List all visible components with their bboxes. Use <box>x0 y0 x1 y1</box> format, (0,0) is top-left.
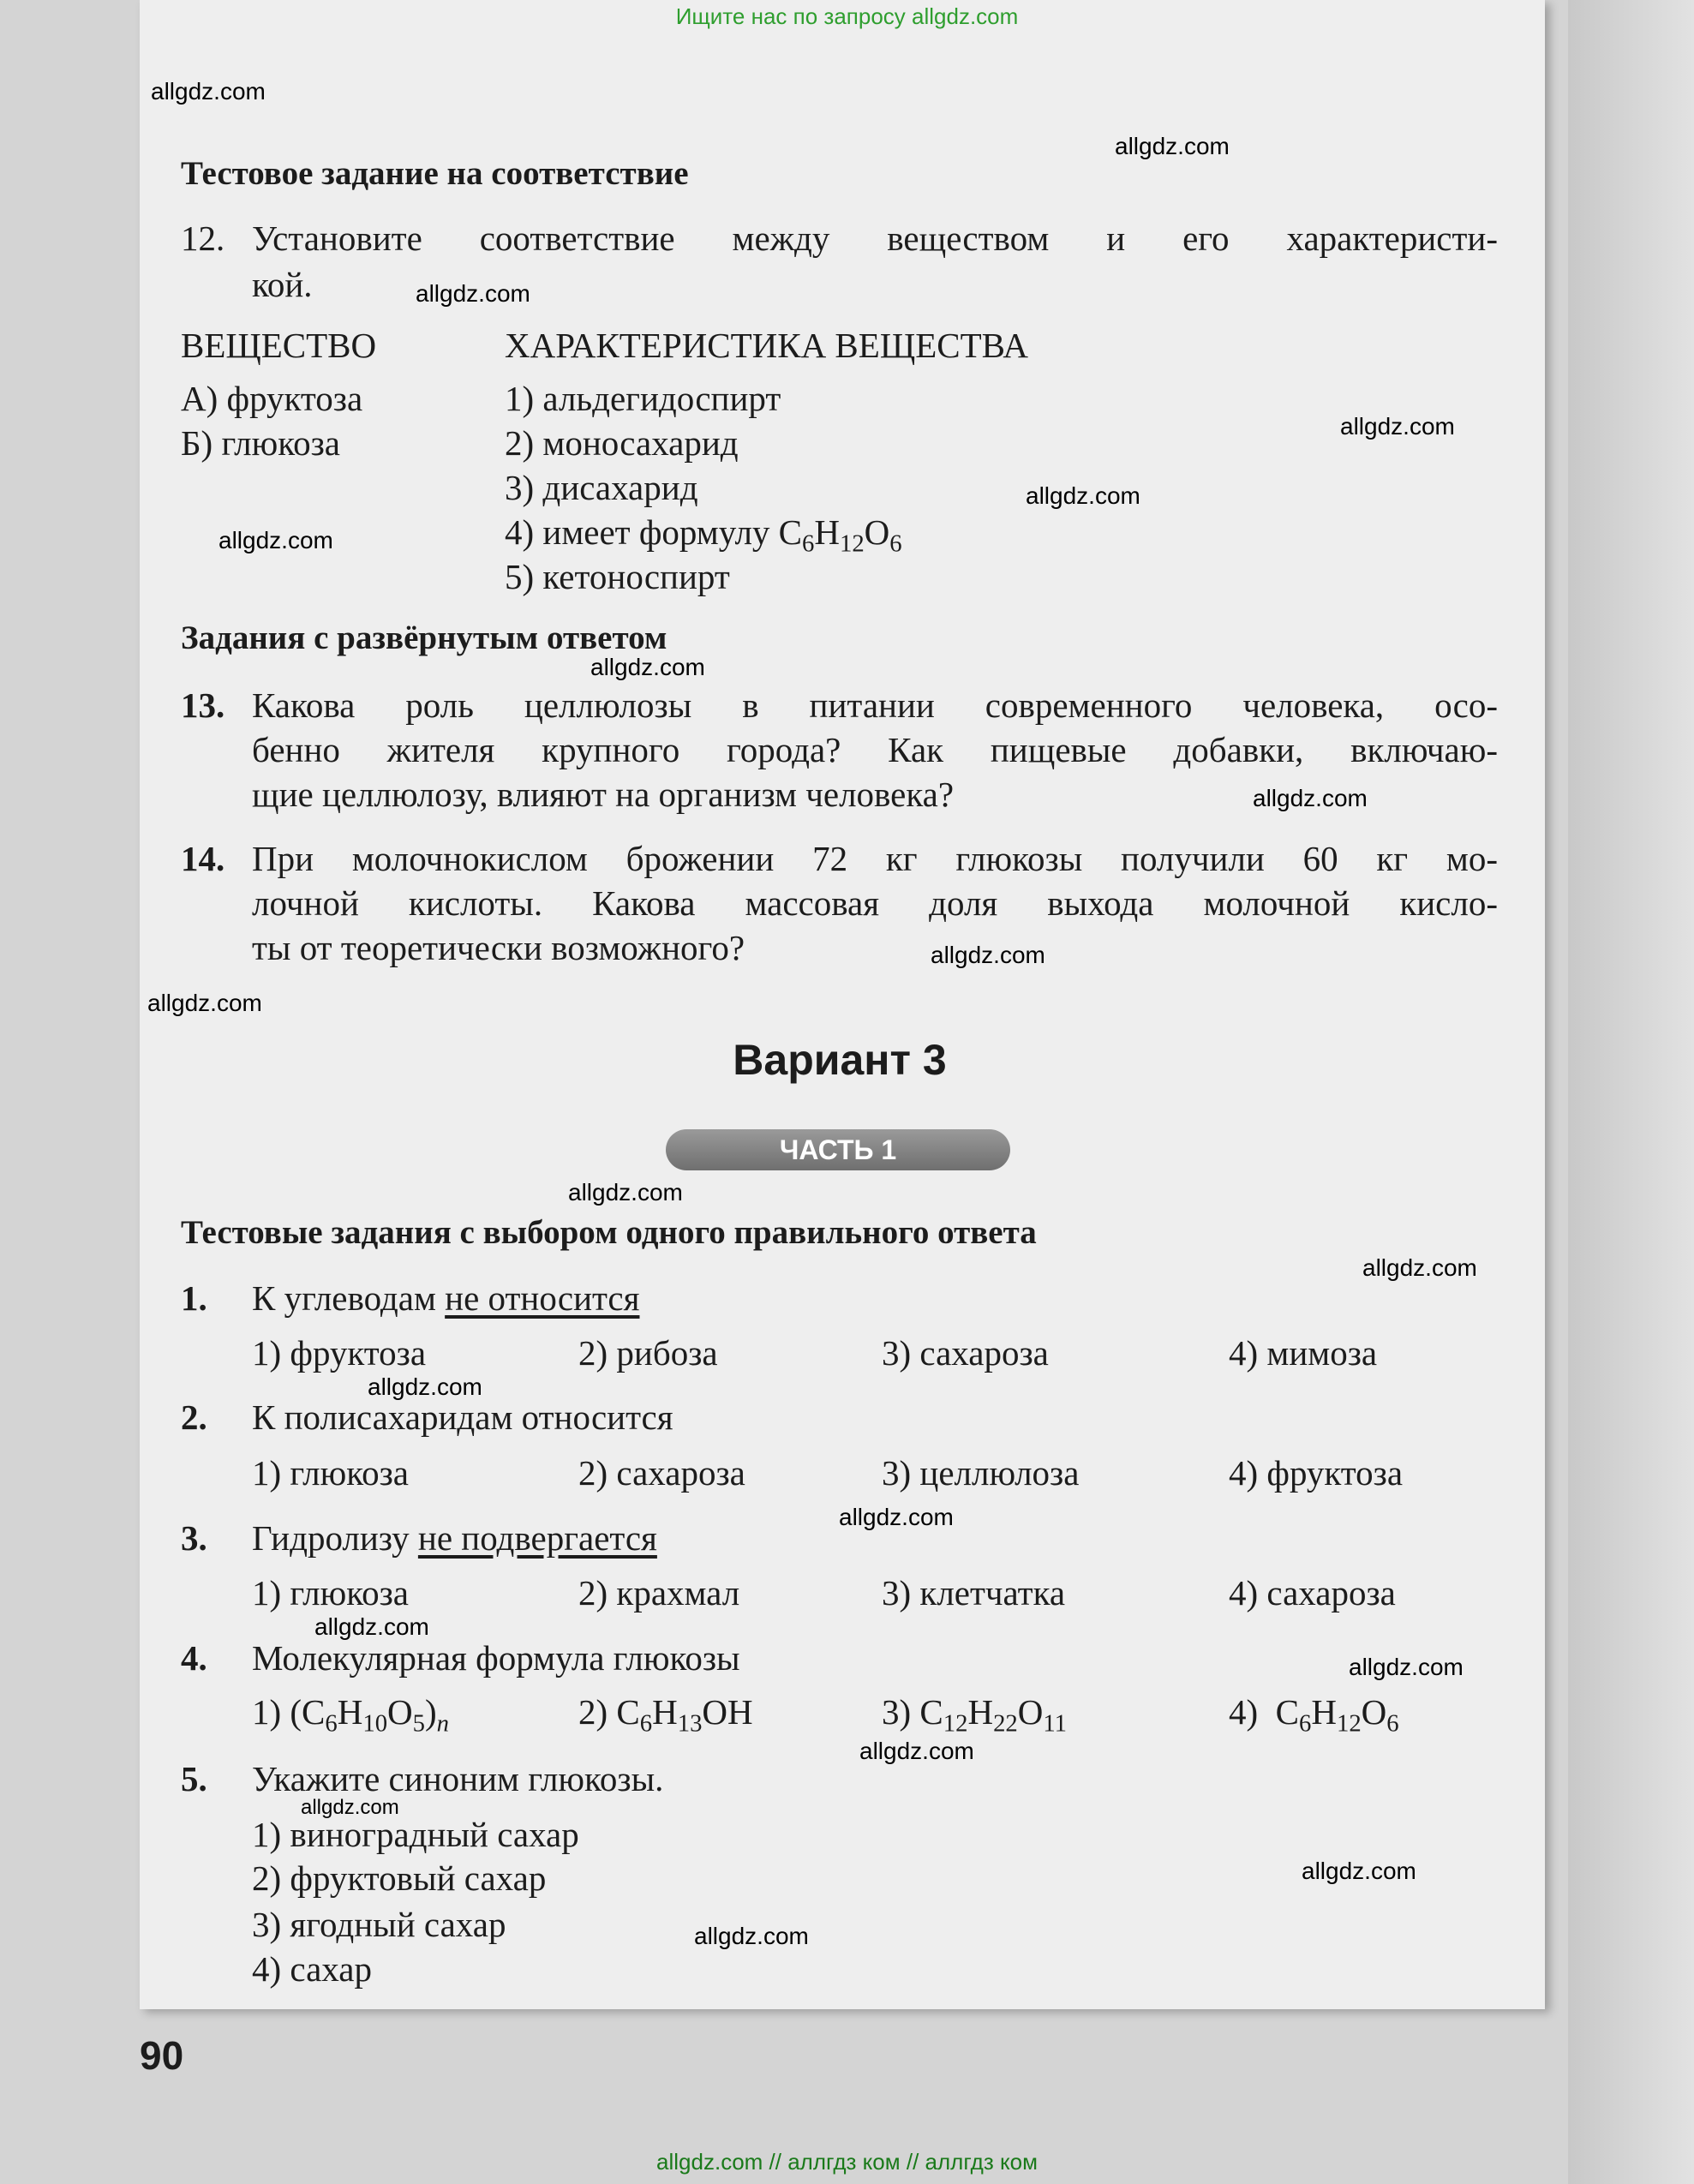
question-number: 13. <box>181 685 225 725</box>
formula <box>1275 1692 1399 1738</box>
formula <box>290 1692 449 1738</box>
option-label: 3) <box>882 1692 920 1732</box>
option: 4) сахароза <box>1229 1573 1396 1613</box>
question-text: К полисахаридам относится <box>252 1397 673 1437</box>
question-number: 14. <box>181 839 225 878</box>
part-badge: ЧАСТЬ 1 <box>666 1129 1010 1170</box>
top-banner: Ищите нас по запросу allgdz.com <box>675 3 1019 29</box>
formula-subscript: 22 <box>993 1709 1018 1738</box>
watermark: allgdz.com <box>1349 1654 1464 1680</box>
underlined-text: не относится <box>445 1278 640 1318</box>
formula-symbol: C <box>778 512 803 552</box>
formula-symbol: ) <box>425 1692 437 1732</box>
question-number: 3. <box>181 1518 207 1558</box>
question-text-part: Гидролизу <box>252 1518 418 1558</box>
question-text: Молекулярная формула глюкозы <box>252 1638 740 1678</box>
section-heading-matching: Тестовое задание на соответствие <box>181 155 689 192</box>
question-number: 4. <box>181 1638 207 1678</box>
question-number: 12. <box>181 218 225 258</box>
formula-subscript: 12 <box>839 530 865 558</box>
option: 2) сахароза <box>578 1453 745 1493</box>
option <box>578 1691 753 1738</box>
formula-subscript: 6 <box>802 530 815 558</box>
question-text: бенно жителя крупного города? Как пищевые добавки, включаю- <box>252 730 1498 769</box>
formula-symbol: H <box>1311 1692 1337 1732</box>
formula-subscript: 10 <box>362 1709 388 1738</box>
watermark: allgdz.com <box>839 1504 954 1530</box>
substance-item: Б) глюкоза <box>181 423 341 463</box>
underlined-text: не подвергается <box>417 1518 657 1558</box>
option: 3) сахароза <box>882 1333 1049 1373</box>
formula-subscript: 6 <box>889 530 902 558</box>
question-text: кой. <box>252 265 313 304</box>
formula-symbol: O <box>1361 1692 1387 1732</box>
question-text <box>252 1517 657 1559</box>
question-text-part: К углеводам <box>252 1278 446 1318</box>
section-heading-choice: Тестовые задания с выбором одного правильного ответа <box>181 1214 1037 1251</box>
formula-subscript: 12 <box>943 1709 968 1738</box>
formula-symbol: C <box>1275 1692 1300 1732</box>
formula-symbol: O <box>387 1692 413 1732</box>
formula-symbol: (C <box>290 1692 326 1732</box>
option: 2) фруктовый сахар <box>252 1858 547 1898</box>
section-heading-extended: Задания с развёрнутым ответом <box>181 619 667 656</box>
formula-symbol: O <box>1017 1692 1044 1732</box>
formula-symbol: C <box>919 1692 943 1732</box>
page-edge <box>1568 0 1694 2184</box>
characteristic-item: 5) кетоноспирт <box>505 557 730 596</box>
characteristic-label: 4) имеет формулу <box>505 512 779 552</box>
watermark: allgdz.com <box>151 78 266 105</box>
watermark: allgdz.com <box>147 990 262 1016</box>
watermark: allgdz.com <box>1362 1254 1477 1281</box>
watermark: allgdz.com <box>1026 482 1140 509</box>
characteristic-item <box>505 512 902 558</box>
watermark: allgdz.com <box>931 942 1045 968</box>
option: 4) фруктоза <box>1229 1453 1404 1493</box>
option: 1) глюкоза <box>252 1453 409 1493</box>
bottom-banner: allgdz.com // аллгдз ком // аллгдз ком <box>656 2149 1038 2175</box>
formula-subscript: 13 <box>677 1709 703 1738</box>
option: 3) целлюлоза <box>882 1453 1080 1493</box>
formula-subscript: 6 <box>325 1709 338 1738</box>
option: 4) мимоза <box>1229 1333 1378 1373</box>
formula-symbol: O <box>864 512 890 552</box>
question-text: щие целлюлозу, влияют на организм человека? <box>252 775 955 814</box>
formula <box>919 1692 1067 1738</box>
option-label: 1) <box>252 1692 290 1732</box>
option <box>1229 1691 1399 1738</box>
watermark: allgdz.com <box>568 1179 683 1206</box>
watermark: allgdz.com <box>1302 1858 1416 1884</box>
column-header-characteristic: ХАРАКТЕРИСТИКА ВЕЩЕСТВА <box>505 326 1028 365</box>
option <box>882 1691 1067 1738</box>
watermark: allgdz.com <box>218 527 333 553</box>
option: 2) крахмал <box>578 1573 740 1613</box>
option <box>252 1691 449 1744</box>
watermark: allgdz.com <box>301 1796 399 1819</box>
formula-subscript: 6 <box>1299 1709 1312 1738</box>
question-text: ты от теоретически возможного? <box>252 928 745 967</box>
formula <box>778 512 902 558</box>
characteristic-item: 1) альдегидоспирт <box>505 379 781 418</box>
option: 4) сахар <box>252 1949 372 1989</box>
characteristic-item: 2) моносахарид <box>505 423 739 463</box>
question-text: Какова роль целлюлозы в питании современного человека, осо- <box>252 685 1498 725</box>
formula-subscript: 6 <box>1386 1709 1399 1738</box>
option: 1) глюкоза <box>252 1573 409 1613</box>
question-number: 5. <box>181 1759 207 1798</box>
question-text: Установите соответствие между веществом и его характеристи- <box>252 218 1498 258</box>
option-label: 2) <box>578 1692 617 1732</box>
option: 3) клетчатка <box>882 1573 1066 1613</box>
question-number: 2. <box>181 1397 207 1437</box>
question-number: 1. <box>181 1278 207 1318</box>
watermark: allgdz.com <box>590 654 705 680</box>
formula-symbol: H <box>967 1692 994 1732</box>
page-number: 90 <box>140 2033 184 2078</box>
option-label: 4) <box>1229 1692 1276 1732</box>
formula-subscript: 6 <box>639 1709 653 1738</box>
formula-symbol: C <box>616 1692 640 1732</box>
option: 1) виноградный сахар <box>252 1815 579 1854</box>
watermark: allgdz.com <box>314 1613 429 1640</box>
formula-symbol: OH <box>702 1692 753 1732</box>
variant-title: Вариант 3 <box>733 1036 947 1084</box>
characteristic-item: 3) дисахарид <box>505 468 698 507</box>
formula-subscript: 11 <box>1043 1709 1067 1738</box>
option: 3) ягодный сахар <box>252 1905 506 1944</box>
watermark: allgdz.com <box>859 1738 974 1764</box>
formula-symbol: H <box>652 1692 678 1732</box>
question-text: При молочнокислом брожении 72 кг глюкозы получили 60 кг мо- <box>252 839 1498 878</box>
watermark: allgdz.com <box>416 280 530 307</box>
watermark: allgdz.com <box>1340 413 1455 440</box>
watermark: allgdz.com <box>694 1923 809 1949</box>
formula-symbol: H <box>337 1692 363 1732</box>
option: 2) рибоза <box>578 1333 718 1373</box>
question-text <box>252 1277 639 1319</box>
substance-item: А) фруктоза <box>181 379 363 418</box>
option: 1) фруктоза <box>252 1333 427 1373</box>
formula-subscript: 12 <box>1336 1709 1362 1738</box>
watermark: allgdz.com <box>368 1373 482 1400</box>
question-text: Укажите синоним глюкозы. <box>252 1759 664 1798</box>
column-header-substance: ВЕЩЕСТВО <box>181 326 377 365</box>
formula-symbol: H <box>814 512 840 552</box>
formula-subscript: 5 <box>412 1709 425 1738</box>
question-text: лочной кислоты. Какова массовая доля выхода молочной кисло- <box>252 883 1498 923</box>
watermark: allgdz.com <box>1115 133 1230 159</box>
watermark: allgdz.com <box>1253 785 1368 811</box>
formula <box>616 1692 753 1738</box>
formula-symbol: n <box>436 1709 449 1738</box>
